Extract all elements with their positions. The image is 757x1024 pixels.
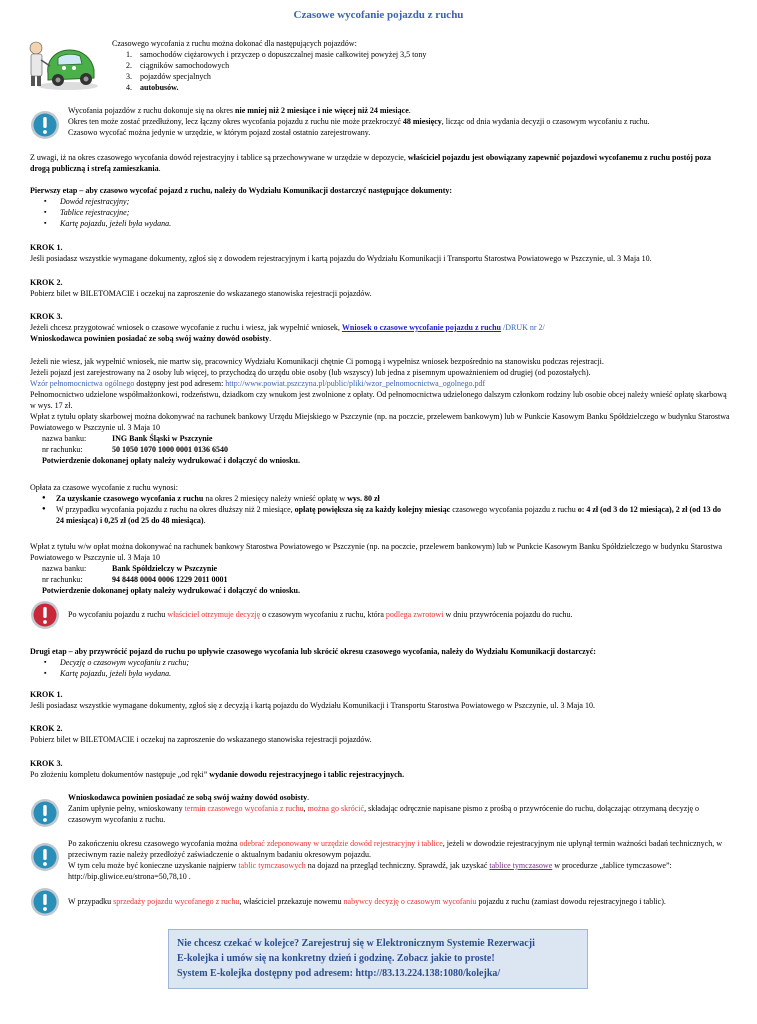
stage-one-step-3: KROK 3. Jeżeli chcesz przygotować wniosek o czasowe wycofanie z ruchu i wiesz, jak wypełnić wniosek, Wniosek o czasowe wycofanie pojazdu z ruchu /DRUK nr 2/ Wnioskodawca powinien posiadać ze sobą swój ważny dowód osobisty. [30,312,545,343]
stage-one-documents [30,196,730,229]
car-mechanic-illustration [28,34,100,92]
proxy-template-link[interactable]: Wzór pełnomocnictwa ogólnego [30,379,135,388]
stage-one-heading: Pierwszy etap – aby czasowo wycofać pojazd z ruchu, należy do Wydziału Komunikacji dostarczyć następujące dokumenty: [30,186,453,195]
stage-one-step-1: KROK 1. Jeśli posiadasz wszystkie wymagane dokumenty, zgłoś się z dowodem rejestracyjnym i kartą pojazdu do Wydziału Komunikacji i Transportu Starostwa Powiatowego w Pszczynie, ul. 3 Maja 10. [30,243,652,263]
temporary-plates-link[interactable]: tablice tymczasowe [489,861,553,870]
e-queue-banner: Nie chcesz czekać w kolejce? Zarejestruj się w Elektronicznym Systemie Rezerwacji E-kolejka i umów się na konkretny dzień i godzinę. Zobacz jakie to proste! System E-kolejka dostępny pod adresem: http://83.13.224.138:1080/kolejka/ [168,929,588,989]
stage-one-section [30,185,730,229]
list-item: ● Za uzyskanie czasowego wycofania z ruchu na okres 2 miesięcy należy wnieść opłatę w wys. 80 zł [40,493,730,504]
list-item: ▪ Kartę pojazdu, jeżeli była wydana. [44,218,730,229]
page-title: Czasowe wycofanie pojazdu z ruchu [293,9,464,21]
alert-exclamation-icon [30,600,60,630]
stage-two-step-3: KROK 3. Po złożeniu kompletu dokumentów następuje „od ręki” wydanie dowodu rejestracyjnego i tablic rejestracyjnych. [30,759,405,779]
info-exclamation-icon [30,110,60,140]
fee-section: Opłata za czasowe wycofanie z ruchu wynosi: ● Za uzyskanie czasowego wycofania z ruchu na okres 2 miesięcy należy wnieść opłatę w wys. 80 zł ● W przypadku wycofania pojazdu z ruchu na okres dłuższy niż 2 miesiące, opłatę powiększa się za każdy kolejny miesiąc czasowego wycofania pojazdu z ruchu o: 4 zł (od 3 do 12 miesiąca), 2 zł (od 13 do 24 miesiąca) i 0,25 zł (od 25 do 48 miesiąca). [30,482,730,526]
stage-two-heading: Drugi etap – aby przywrócić pojazd do ruchu po upływie czasowego wycofania lub skrócić okresu czasowego wycofania, należy do Wydziału Komunikacji dostarczyć: [30,647,596,656]
intro-lead: Czasowego wycofania z ruchu można dokonać dla następujących pojazdów: [112,39,357,48]
info-exclamation-icon [30,842,60,872]
fee-list [30,493,730,526]
e-queue-link[interactable]: System E-kolejka dostępny pod adresem: http://83.13.224.138:1080/kolejka/ [177,968,501,979]
list-item: ▪ Decyzję o czasowym wycofaniu z ruchu; [44,657,730,668]
fee-payment-section: Wpłat z tytułu w/w opłat można dokonywać na rachunek bankowy Starostwa Powiatowego w Pszczynie (np. na poczcie, przelewem bankowym) lub w Punkcie Kasowym Banku Spółdzielczego w budynku Starostwa Powiatowego w Pszczynie ul. 3 Maja 10 nazwa banku: Bank Spółdzielczy w Pszczynie nr rachunku: 94 8448 0004 0006 1229 2011 0001 Potwierdzenie dokonanej opłaty należy wydrukować i dołączyć do wniosku. [30,542,723,595]
parking-warning: Z uwagi, iż na okres czasowego wycofania dowód rejestracyjny i tablice są przechowywane w urzędzie w depozycie, właściciel pojazdu jest obowiązany zapewnić pojazdowi wycofanemu z ruchu postój poza drogą publiczną i strefą zamieszkania. [30,153,711,173]
list-item: 4. autobusów. [126,83,179,92]
note-collect-documents: Po zakończeniu okresu czasowego wycofania można odebrać zdeponowany w urzędzie dowód rejestracyjny i tablice, jeżeli w dowodzie rejestracyjnym nie upłynął termin ważności badań technicznych, w przeciwnym razie należy przedłożyć zaświadczenie o aktualnym badaniu okresowym pojazdu. W tym celu może być konieczne uzyskanie najpierw tablic tymczasowych na dojazd na przegląd techniczny. Sprawdź, jak uzyskać tablice tymczasowe w procedurze „tablice tymczasowe”: http://bip.gliwice.eu/strona=50,78,10 . [68,839,722,881]
proxy-template-url[interactable]: http://www.powiat.pszczyna.pl/public/pliki/wzor_pelnomocnictwa_ogolnego.pdf [225,379,486,388]
note-shorten-period: Wnioskodawca powinien posiadać ze sobą swój ważny dowód osobisty. Zanim upłynie pełny, wnioskowany termin czasowego wycofania z ruchu, można go skrócić, składając odręcznie napisane pismo z prośbą o przywrócenie do ruchu, dołączając otrzymaną decyzję o czasowym wycofaniu z ruchu. [68,793,700,824]
stage-two-step-2: KROK 2. Pobierz bilet w BILETOMACIE i oczekuj na zaproszenie do wskazanego stanowiska rejestracji pojazdów. [30,724,372,744]
list-item: ▪ Dowód rejestracyjny; [44,196,730,207]
list-item: ● W przypadku wycofania pojazdu z ruchu na okres dłuższy niż 2 miesiące, opłatę powiększa się za każdy kolejny miesiąc czasowego wycofania pojazdu z ruchu o: 4 zł (od 3 do 12 miesiąca), 2 zł (od 13 do 24 miesiąca) i 0,25 zł (od 25 do 48 miesiąca). [40,504,730,526]
intro-block [112,38,512,93]
stage-two-step-1: KROK 1. Jeśli posiadasz wszystkie wymagane dokumenty, zgłoś się z decyzją i kartą pojazdu do Wydziału Komunikacji i Transportu Starostwa Powiatowego w Pszczynie, ul. 3 Maja 10. [30,690,595,710]
help-section: Jeżeli nie wiesz, jak wypełnić wniosek, nie martw się, pracownicy Wydziału Komunikacji chętnie Ci pomogą i wypełnisz wniosek bezpośrednio na stanowisku podczas rejestracji. Jeżeli pojazd jest zarejestrowany na 2 osoby lub więcej, to przychodzą do urzędu obie osoby (lub wszyscy) lub jedna z pisemnym upoważnieniem od drugiej (od pozostałych). Wzór pełnomocnictwa ogólnego dostępny jest pod adresem: http://www.powiat.pszczyna.pl/public/pliki/wzor_pelnomocnictwa_ogolnego.pdf Pełnomocnictwo udzielone współmałżonkowi, rodzeństwu, dziadkom czy wnukom jest zwolnione z opłaty. Od pełnomocnictwa udzielonego dalszym członkom rodziny lub osobie obcej należy wnieść opłatę skarbową w wys. 17 zł. Wpłat z tytułu opłaty skarbowej można dokonywać na rachunek bankowy Urzędu Miejskiego w Pszczynie (np. na poczcie, przelewem bankowym) lub w Punkcie Kasowym Banku Spółdzielczego w budynku Starostwa Powiatowego w Pszczynie ul. 3 Maja 10 nazwa banku: ING Bank Śląski w Pszczynie nr rachunku: 50 1050 1070 1000 0001 0136 6540 Potwierdzenie dokonanej opłaty należy wydrukować i dołączyć do wniosku. [30,357,730,465]
vehicle-types-list [112,49,512,93]
list-item: 2. ciągników samochodowych [126,61,230,70]
application-form-link[interactable]: Wniosek o czasowe wycofanie pojazdu z ruchu [341,323,501,332]
list-item: ▪ Tablice rejestracyjne; [44,207,730,218]
info-exclamation-icon [30,798,60,828]
info-exclamation-icon [30,887,60,917]
list-item: 3. pojazdów specjalnych [126,72,211,81]
note-period: Wycofania pojazdów z ruchu dokonuje się na okres nie mniej niż 2 miesiące i nie więcej niż 24 miesiące. Okres ten może zostać przedłużony, lecz łączny okres wycofania pojazdu z ruchu nie może przekroczyć 48 miesięcy, licząc od dnia wydania decyzji o czasowym wycofaniu z ruchu. Czasowo wycofać można jedynie w urzędzie, w którym pojazd został ostatnio zarejestrowany. [68,106,650,137]
note-sale: W przypadku sprzedaży pojazdu wycofanego z ruchu, właściciel przekazuje nowemu nabywcy decyzję o czasowym wycofaniu pojazdu z ruchu (zamiast dowodu rejestracyjnego i tablic). [68,897,666,906]
list-item: 1. samochodów ciężarowych i przyczep o dopuszczalnej masie całkowitej powyżej 3,5 tony [126,50,427,59]
stage-one-step-2: KROK 2. Pobierz bilet w BILETOMACIE i oczekuj na zaproszenie do wskazanego stanowiska rejestracji pojazdów. [30,278,372,298]
list-item: ▪ Kartę pojazdu, jeżeli była wydana. [44,668,730,679]
stage-two-documents [30,657,730,679]
note-decision-return: Po wycofaniu pojazdu z ruchu właściciel otrzymuje decyzję o czasowym wycofaniu z ruchu, która podlega zwrotowi w dniu przywrócenia pojazdu do ruchu. [68,610,573,619]
stage-two-section [30,646,730,679]
